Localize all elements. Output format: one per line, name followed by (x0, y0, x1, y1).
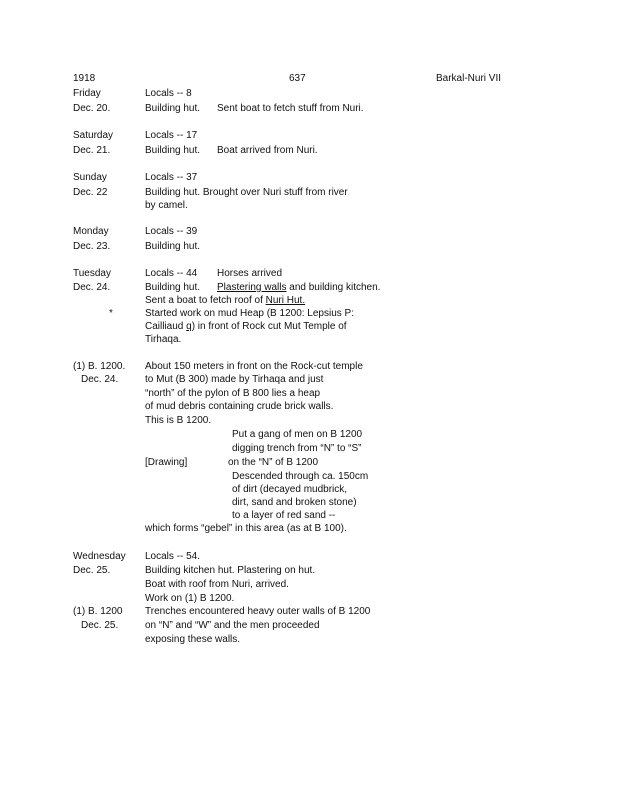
friday-work: Building hut. (145, 103, 201, 114)
wednesday-line: Work on (1) B 1200. (145, 593, 235, 604)
tuesday-started-line (145, 321, 347, 333)
saturday-note: Boat arrived from Nuri. (217, 145, 318, 156)
sunday-line: Building hut. Brought over Nuri stuff from river (145, 187, 348, 198)
b1200-right-line: digging trench from “N” to “S” (232, 443, 362, 454)
friday-locals: Locals -- 8 (145, 88, 192, 99)
rock-cut-text: ) in front of Rock cut Mut Temple of (191, 321, 347, 332)
b1200-right-line: on the “N” of B 1200 (228, 457, 319, 468)
friday-note: Sent boat to fetch stuff from Nuri. (217, 103, 364, 114)
cailliaud-text: Cailliaud (145, 321, 187, 332)
tuesday-locals: Locals -- 44 (145, 268, 198, 279)
b1200-right-line: dirt, sand and broken stone) (232, 497, 357, 508)
tuesday-work: Building hut. (145, 282, 201, 293)
b1200-line: Trenches encountered heavy outer walls of B 1200 (145, 606, 371, 617)
q-underlined: q (186, 321, 192, 332)
wednesday-line: Locals -- 54. (145, 551, 201, 562)
monday-work: Building hut. (145, 241, 201, 252)
sunday-date: Dec. 22 (73, 187, 108, 198)
b1200-right-line: Descended through ca. 150cm (232, 471, 369, 482)
b1200-line: This is B 1200. (145, 415, 212, 426)
kitchen-text: and building kitchen. (286, 282, 381, 293)
b1200-line: on “N” and “W” and the men proceeded (145, 620, 320, 631)
tuesday-day: Tuesday (73, 268, 111, 279)
wednesday-day: Wednesday (73, 551, 126, 562)
plastering-walls-underlined: Plastering walls (217, 282, 287, 293)
b1200-right-line: of dirt (decayed mudbrick, (232, 484, 348, 495)
b1200-line: exposing these walls. (145, 634, 241, 645)
monday-locals: Locals -- 39 (145, 226, 198, 237)
b1200-line: of mud debris containing crude brick walls. (145, 401, 334, 412)
wednesday-date: Dec. 25. (73, 565, 111, 576)
saturday-locals: Locals -- 17 (145, 130, 198, 141)
monday-day: Monday (73, 226, 109, 237)
tuesday-started-line: Tirhaqa. (145, 334, 182, 345)
tuesday-horses: Horses arrived (217, 268, 283, 279)
friday-day: Friday (73, 88, 101, 99)
b1200-line: “north” of the pylon of B 800 lies a heap (145, 388, 321, 399)
b1200-date: Dec. 25. (81, 620, 119, 631)
friday-date: Dec. 20. (73, 103, 111, 114)
tuesday-started-line: Started work on mud Heap (B 1200: Lepsius P: (145, 308, 355, 319)
tuesday-boat-line (145, 295, 305, 307)
asterisk-mark: * (109, 308, 113, 319)
b1200-closing: which forms “gebel” in this area (as at B 100). (145, 523, 347, 534)
monday-date: Dec. 23. (73, 241, 111, 252)
sunday-locals: Locals -- 37 (145, 172, 198, 183)
b1200-ref: (1) B. 1200 (73, 606, 123, 617)
sunday-line: by camel. (145, 200, 188, 211)
b1200-line: to Mut (B 300) made by Tirhaqa and just (145, 374, 324, 385)
page-title: Barkal-Nuri VII (436, 73, 502, 84)
b1200-line: About 150 meters in front on the Rock-cut temple (145, 361, 363, 372)
nuri-hut-underlined: Nuri Hut. (265, 295, 306, 306)
header-year: 1918 (73, 73, 96, 84)
page-number: 637 (289, 73, 306, 84)
saturday-work: Building hut. (145, 145, 201, 156)
b1200-right-line: to a layer of red sand -- (232, 510, 336, 521)
wednesday-line: Building kitchen hut. Plastering on hut. (145, 565, 316, 576)
b1200-ref: (1) B. 1200. (73, 361, 126, 372)
boat-text: Sent a boat to fetch roof of (145, 295, 266, 306)
b1200-right-line: Put a gang of men on B 1200 (232, 429, 363, 440)
wednesday-line: Boat with roof from Nuri, arrived. (145, 579, 289, 590)
saturday-day: Saturday (73, 130, 114, 141)
b1200-date: Dec. 24. (81, 374, 119, 385)
tuesday-plastering-line (217, 282, 380, 294)
sunday-day: Sunday (73, 172, 107, 183)
drawing-placeholder: [Drawing] (145, 457, 188, 468)
saturday-date: Dec. 21. (73, 145, 111, 156)
tuesday-date: Dec. 24. (73, 282, 111, 293)
